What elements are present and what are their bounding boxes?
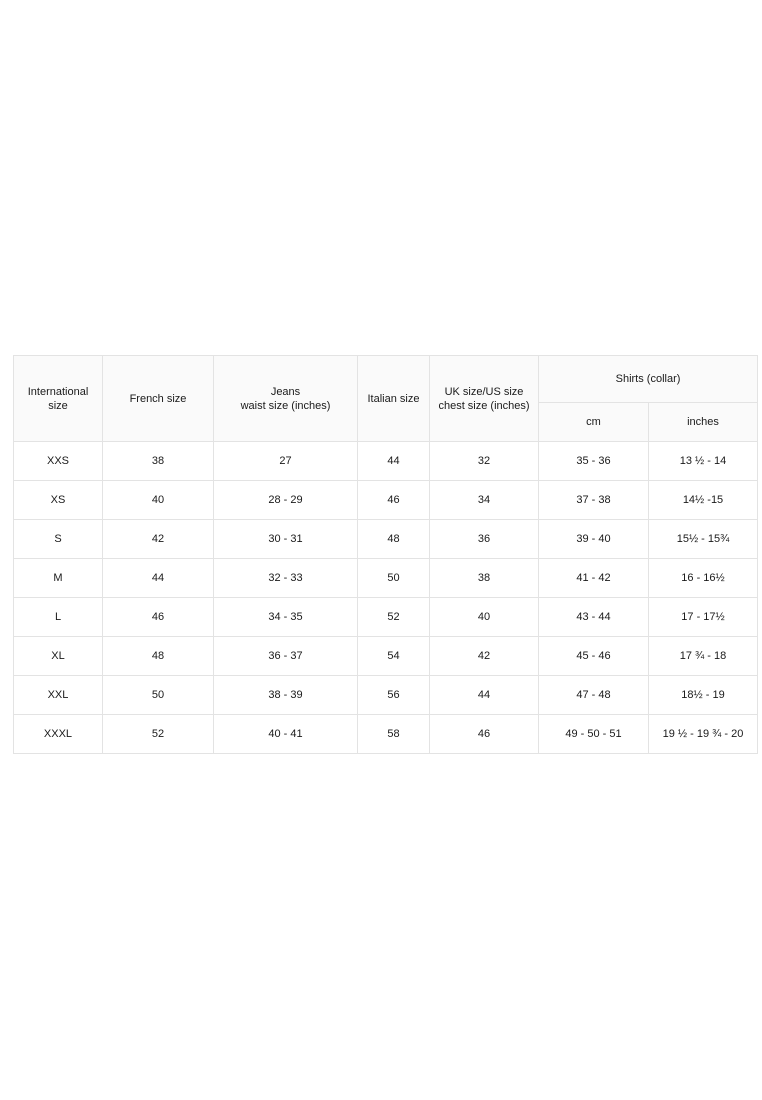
header-uk-us-size: UK size/US size chest size (inches) [430,356,539,442]
shirt-collar-cm-cell: 43 - 44 [539,598,649,637]
jeans-waist-cell: 38 - 39 [214,676,358,715]
shirt-collar-cm-cell: 49 - 50 - 51 [539,715,649,754]
table-row [14,481,758,520]
jeans-waist-cell: 28 - 29 [214,481,358,520]
international-size-cell: XXL [14,676,103,715]
header-shirts-cm: cm [539,403,649,442]
header-shirts-inches: inches [649,403,758,442]
international-size-cell: XXS [14,442,103,481]
italian-size-cell: 56 [358,676,430,715]
french-size-cell: 50 [103,676,214,715]
italian-size-cell: 54 [358,637,430,676]
french-size-cell: 38 [103,442,214,481]
italian-size-cell: 58 [358,715,430,754]
shirt-collar-cm-cell: 41 - 42 [539,559,649,598]
size-chart-table [13,355,758,754]
header-italian-size: Italian size [358,356,430,442]
shirt-collar-cm-cell: 47 - 48 [539,676,649,715]
french-size-cell: 46 [103,598,214,637]
header-jeans-waist: Jeans waist size (inches) [214,356,358,442]
shirt-collar-inches-cell: 16 - 16½ [649,559,758,598]
shirt-collar-inches-cell: 15½ - 15¾ [649,520,758,559]
jeans-waist-cell: 36 - 37 [214,637,358,676]
uk-us-size-cell: 42 [430,637,539,676]
international-size-cell: S [14,520,103,559]
french-size-cell: 48 [103,637,214,676]
international-size-cell: L [14,598,103,637]
shirt-collar-inches-cell: 17 - 17½ [649,598,758,637]
table-row [14,676,758,715]
shirt-collar-cm-cell: 39 - 40 [539,520,649,559]
shirt-collar-inches-cell: 17 ¾ - 18 [649,637,758,676]
uk-us-size-cell: 34 [430,481,539,520]
table-row [14,715,758,754]
french-size-cell: 52 [103,715,214,754]
italian-size-cell: 52 [358,598,430,637]
uk-us-size-cell: 36 [430,520,539,559]
uk-us-size-cell: 46 [430,715,539,754]
shirt-collar-cm-cell: 37 - 38 [539,481,649,520]
table-row [14,559,758,598]
international-size-cell: M [14,559,103,598]
international-size-cell: XXXL [14,715,103,754]
table-row [14,520,758,559]
shirt-collar-inches-cell: 18½ - 19 [649,676,758,715]
jeans-waist-cell: 40 - 41 [214,715,358,754]
italian-size-cell: 48 [358,520,430,559]
uk-us-size-cell: 40 [430,598,539,637]
jeans-waist-cell: 30 - 31 [214,520,358,559]
uk-us-size-cell: 38 [430,559,539,598]
jeans-waist-cell: 32 - 33 [214,559,358,598]
table-row [14,598,758,637]
uk-us-size-cell: 32 [430,442,539,481]
table-row [14,637,758,676]
uk-us-size-cell: 44 [430,676,539,715]
french-size-cell: 44 [103,559,214,598]
table-header [14,356,758,442]
french-size-cell: 40 [103,481,214,520]
shirt-collar-cm-cell: 45 - 46 [539,637,649,676]
header-shirts-collar: Shirts (collar) [539,356,758,403]
shirt-collar-inches-cell: 14½ -15 [649,481,758,520]
shirt-collar-inches-cell: 19 ½ - 19 ¾ - 20 [649,715,758,754]
international-size-cell: XL [14,637,103,676]
header-international-size: International size [14,356,103,442]
italian-size-cell: 44 [358,442,430,481]
italian-size-cell: 46 [358,481,430,520]
jeans-waist-cell: 27 [214,442,358,481]
shirt-collar-inches-cell: 13 ½ - 14 [649,442,758,481]
italian-size-cell: 50 [358,559,430,598]
jeans-waist-cell: 34 - 35 [214,598,358,637]
french-size-cell: 42 [103,520,214,559]
header-french-size: French size [103,356,214,442]
table-row [14,442,758,481]
shirt-collar-cm-cell: 35 - 36 [539,442,649,481]
table-body [14,442,758,754]
international-size-cell: XS [14,481,103,520]
